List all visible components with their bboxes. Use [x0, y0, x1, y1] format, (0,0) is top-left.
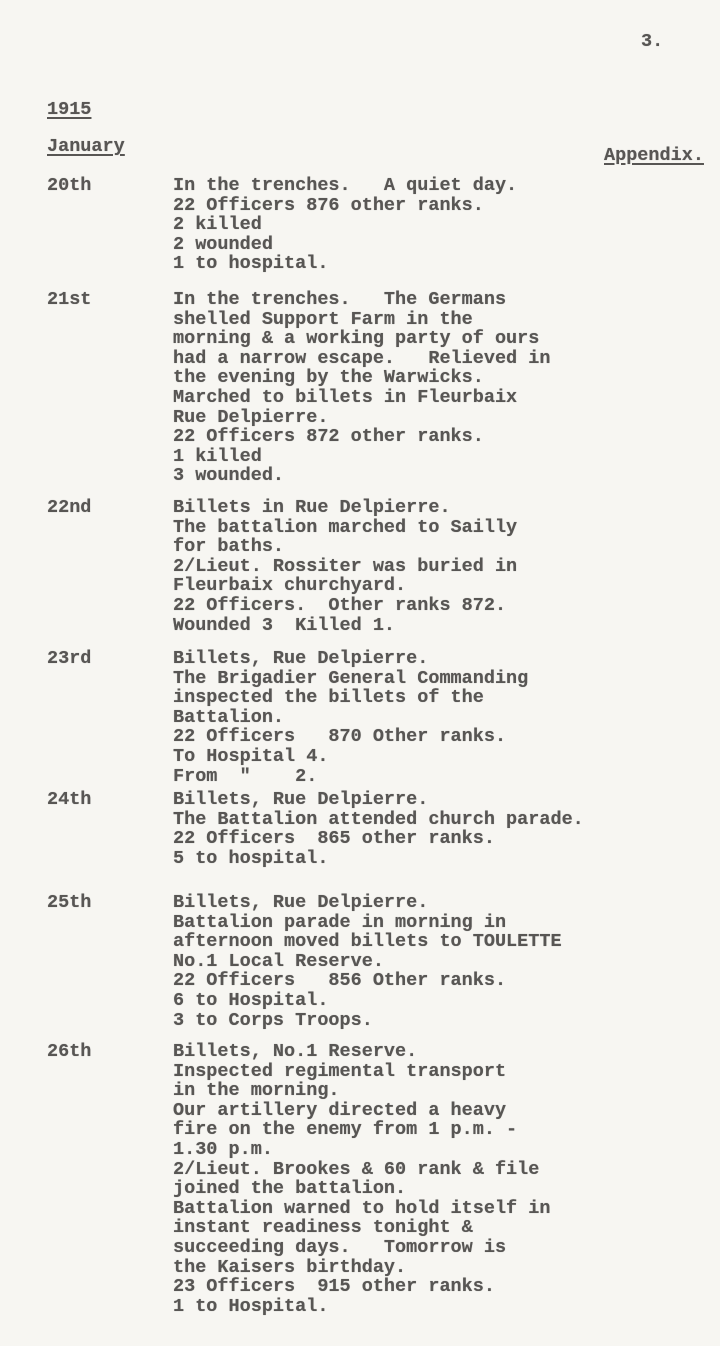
entry-line: shelled Support Farm in the — [173, 308, 473, 330]
entry-line: 22 Officers. Other ranks 872. — [173, 594, 507, 616]
entry-line: Rue Delpierre. — [173, 406, 329, 428]
entry-text — [173, 1042, 550, 1316]
entry-line: Billets, Rue Delpierre. — [173, 648, 429, 669]
entry-text — [173, 790, 584, 868]
entry-line: Billets, Rue Delpierre. — [173, 789, 429, 810]
entry-line: 1.30 p.m. — [173, 1138, 273, 1160]
entry-line: 6 to Hospital. — [173, 989, 329, 1011]
year-heading: 1915 — [47, 99, 92, 120]
month-heading: January — [47, 136, 125, 157]
entry-text — [173, 176, 517, 274]
entry-line: in the morning. — [173, 1080, 340, 1102]
entry-line: inspected the billets of the — [173, 687, 484, 709]
entry-line: Battalion warned to hold itself in — [173, 1197, 551, 1219]
entry-line: Our artillery directed a heavy — [173, 1099, 507, 1121]
entry-line: Billets in Rue Delpierre. — [173, 497, 451, 518]
entry-line: Battalion. — [173, 706, 285, 728]
entry-line: 5 to hospital. — [173, 847, 329, 869]
entry-line: 1 to Hospital. — [173, 1295, 329, 1317]
entry-date: 23rd — [47, 648, 92, 669]
entry-line: 22 Officers 870 Other ranks. — [173, 726, 507, 748]
entry-line: the Kaisers birthday. — [173, 1256, 407, 1278]
entry-text — [173, 649, 528, 786]
entry-line: To Hospital 4. — [173, 745, 329, 767]
entry-date: 21st — [47, 289, 92, 310]
entry-date: 22nd — [47, 497, 92, 518]
entry-line: Wounded 3 Killed 1. — [173, 614, 396, 636]
entry-line: 1 killed — [173, 445, 262, 467]
entry-line: In the trenches. A quiet day. — [173, 175, 518, 196]
entry-line: The Battalion attended church parade. — [173, 808, 584, 830]
entry-line: 22 Officers 856 Other ranks. — [173, 970, 507, 992]
entry-line: afternoon moved billets to TOULETTE — [173, 931, 562, 953]
entry-line: joined the battalion. — [173, 1178, 407, 1200]
entry-line: the evening by the Warwicks. — [173, 367, 484, 389]
entry-line: had a narrow escape. Relieved in — [173, 347, 551, 369]
entry-text — [173, 498, 517, 635]
entry-line: 22 Officers 876 other ranks. — [173, 194, 484, 216]
appendix-heading: Appendix. — [604, 145, 704, 166]
entry-line: instant readiness tonight & — [173, 1217, 473, 1239]
entry-line: morning & a working party of ours — [173, 328, 540, 350]
entry-line: No.1 Local Reserve. — [173, 950, 384, 972]
entry-line: Billets, Rue Delpierre. — [173, 892, 429, 913]
entry-line: for baths. — [173, 536, 285, 558]
entry-line: 2 killed — [173, 214, 262, 236]
entry-date: 24th — [47, 789, 92, 810]
entry-text — [173, 290, 550, 486]
entry-line: Battalion parade in morning in — [173, 911, 507, 933]
entry-line: Billets, No.1 Reserve. — [173, 1041, 418, 1062]
entry-date: 26th — [47, 1041, 92, 1062]
entry-line: 2 wounded — [173, 233, 273, 255]
page-number: 3. — [641, 31, 664, 52]
entry-line: The Brigadier General Commanding — [173, 667, 529, 689]
entry-line: The battalion marched to Sailly — [173, 516, 518, 538]
entry-line: 2/Lieut. Brookes & 60 rank & file — [173, 1158, 540, 1180]
entry-line: 23 Officers 915 other ranks. — [173, 1276, 495, 1298]
entry-line: 22 Officers 872 other ranks. — [173, 426, 484, 448]
entry-line: From " 2. — [173, 765, 318, 787]
entry-text — [173, 893, 562, 1030]
entry-line: 3 wounded. — [173, 465, 285, 487]
entry-line: Inspected regimental transport — [173, 1060, 507, 1082]
entry-line: 3 to Corps Troops. — [173, 1009, 373, 1031]
entry-line: 2/Lieut. Rossiter was buried in — [173, 555, 518, 577]
entry-date: 20th — [47, 175, 92, 196]
entry-line: 1 to hospital. — [173, 253, 329, 275]
entry-date: 25th — [47, 892, 92, 913]
entry-line: In the trenches. The Germans — [173, 289, 507, 310]
entry-line: 22 Officers 865 other ranks. — [173, 828, 495, 850]
entry-line: Marched to billets in Fleurbaix — [173, 386, 518, 408]
entry-line: fire on the enemy from 1 p.m. - — [173, 1119, 518, 1141]
entry-line: succeeding days. Tomorrow is — [173, 1236, 507, 1258]
entry-line: Fleurbaix churchyard. — [173, 575, 407, 597]
